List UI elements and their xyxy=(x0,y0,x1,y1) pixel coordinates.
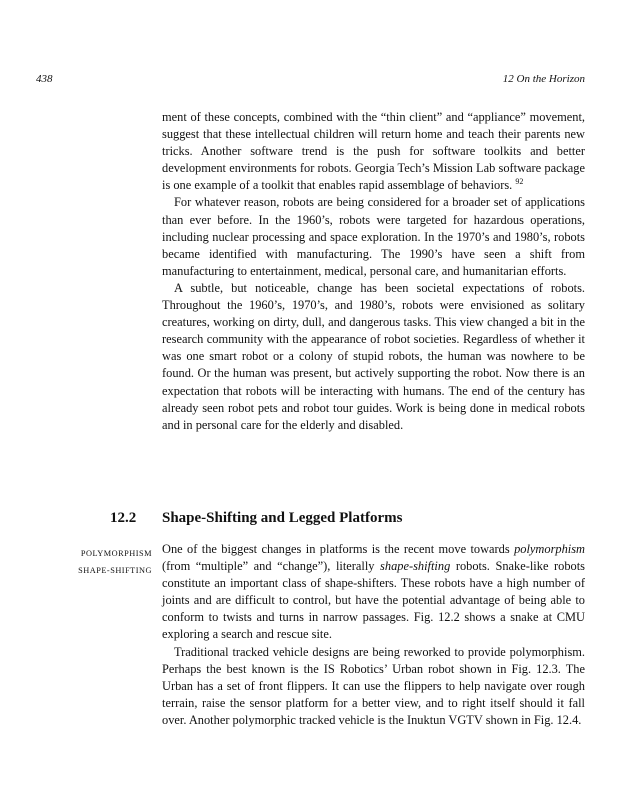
intro-paragraph-1 xyxy=(162,109,585,194)
section-title: Shape-Shifting and Legged Platforms xyxy=(162,510,403,526)
chapter-title: 12 On the Horizon xyxy=(502,73,585,85)
section-paragraph-1 xyxy=(162,541,585,644)
intro-paragraph-2: For whatever reason, robots are being considered for a broader set of applications than ever before. In the 1960’s, robots were targeted for hazardous operations, including nuclear processing and space exploration. In the 1970’s and 1980’s, robots became identified with manufacturing. The 1990’s have seen a shift from manufacturing to entertainment, medical, personal care, and humanitarian efforts. xyxy=(162,195,585,278)
reference-superscript: 92 xyxy=(515,177,524,187)
intro-paragraph-3: A subtle, but noticeable, change has been societal expectations of robots. Throughout the 1960’s, 1970’s, and 1980’s, robots were envisioned as solitary creatures, working on dirty, dull, and dangerous tasks. This view changed a bit in the research community with the appearance of robot societies. Regardless of whether it was one smart robot or a colony of stupid robots, the human was nowhere to be found. Or the human was present, but actively supporting the robot. Now there is an expectation that robots will be interacting with humans. The end of the century has already seen robot pets and robot tour guides. Work is being done in medical robots and in personal care for the elderly and disabled. xyxy=(162,280,585,432)
intro-paragraph-1-text: ment of these concepts, combined with the “thin client” and “appliance” movement, suggest that these intellectual children will return home and teach their parents new tricks. Another software trend is the push for software toolkits and better development environments for robots. Georgia Tech’s Mission Lab software package is one example of a toolkit that enables rapid assemblage of behaviors. xyxy=(162,110,585,193)
section-paragraph-2: Traditional tracked vehicle designs are being reworked to provide polymorphism. Perhaps the best known is the IS Robotics’ Urban robot shown in Fig. 12.3. The Urban has a set of front flippers. It can use the flippers to help navigate over rough terrain, raise the sensor platform for a better view, and to right itself should it fall over. Another polymorphic tracked vehicle is the Inuktun VGTV shown in Fig. 12.4. xyxy=(162,644,585,727)
section-paragraph-1-part-c: robots. Snake-like robots constitute an important class of shape-shifters. These robots have a high number of joints and are difficult to control, but have the potential advantage of being able to conform to twists and turns in narrow passages. Fig. 12.2 shows a snake at CMU exploring a search and rescue site. xyxy=(162,559,585,642)
page-number: 438 xyxy=(36,73,53,85)
section-number: 12.2 xyxy=(110,510,137,526)
margin-note-polymorphism: POLYMORPHISM xyxy=(80,549,152,558)
section-body xyxy=(162,541,585,729)
section-paragraph-1-part-b: (from “multiple” and “change”), literally xyxy=(162,559,381,574)
section-paragraph-1-part-a: One of the biggest changes in platforms is the recent move towards xyxy=(162,542,515,556)
margin-note-shape-shifting: SHAPE-SHIFTING xyxy=(78,566,152,576)
margin-notes xyxy=(36,545,152,579)
running-header xyxy=(36,71,585,87)
term-shape-shifting: shape-shifting xyxy=(380,559,451,574)
intro-body xyxy=(162,109,585,434)
term-polymorphism: polymorphism xyxy=(514,542,585,556)
